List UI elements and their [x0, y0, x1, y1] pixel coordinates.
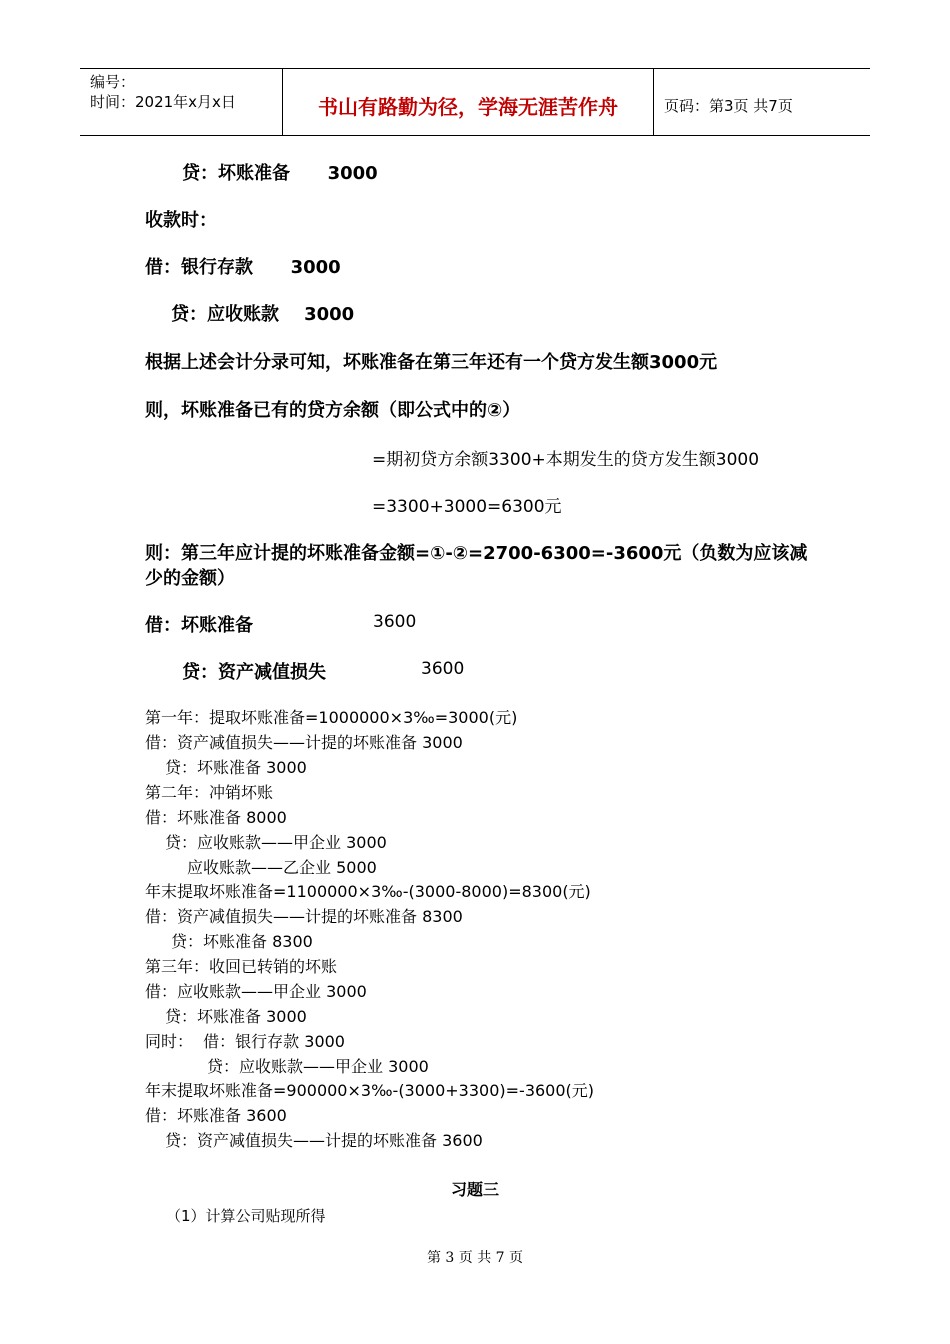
- body-line-6: 则，坏账准备已有的贷方余额（即公式中的②）: [145, 400, 521, 421]
- body-line-10-label: 借：坏账准备: [145, 615, 253, 636]
- entry-line: 年末提取坏账准备=1100000×3‰-(3000-8000)=8300(元): [145, 882, 591, 901]
- body-line-10-value: 3600: [373, 612, 417, 632]
- number-label: 编号：: [90, 73, 136, 91]
- body-line-1: 贷：坏账准备 3000: [182, 163, 378, 184]
- body-line-8: =3300+3000=6300元: [372, 497, 562, 517]
- subsection-heading: （1）计算公司贴现所得: [166, 1207, 326, 1225]
- entry-line: 贷：坏账准备 3000: [165, 758, 307, 777]
- page-info: 页码：第3页 共7页: [664, 97, 793, 115]
- motto-text: 书山有路勤为径，学海无涯苦作舟: [318, 95, 618, 119]
- entry-line: 借：坏账准备 3600: [145, 1106, 287, 1125]
- entry-line: 第一年：提取坏账准备=1000000×3‰=3000(元): [145, 708, 518, 727]
- header-motto-cell: [282, 69, 654, 135]
- entry-line: 第三年：收回已转销的坏账: [145, 957, 338, 976]
- body-line-11-label: 贷：资产减值损失: [182, 662, 326, 683]
- body-line-9b: 少的金额）: [145, 568, 235, 589]
- entry-line: 贷：坏账准备 3000: [165, 1007, 307, 1026]
- body-line-5: 根据上述会计分录可知，坏账准备在第三年还有一个贷方发生额3000元: [145, 352, 718, 373]
- entry-line: 同时： 借：银行存款 3000: [145, 1032, 345, 1051]
- entry-line: 借：资产减值损失——计提的坏账准备 3000: [145, 733, 463, 752]
- body-line-2: 收款时：: [145, 210, 217, 231]
- header-page-cell: [654, 69, 870, 135]
- section-title: 习题三: [450, 1180, 499, 1199]
- entry-line: 年末提取坏账准备=900000×3‰-(3000+3300)=-3600(元): [145, 1081, 595, 1100]
- entry-line: 应收账款——乙企业 5000: [187, 858, 377, 877]
- body-line-11-value: 3600: [421, 659, 465, 679]
- entry-line: 借：坏账准备 8000: [145, 808, 287, 827]
- header-meta-cell: [80, 69, 282, 135]
- entry-line: 贷：资产减值损失——计提的坏账准备 3600: [165, 1131, 483, 1150]
- entry-line: 借：应收账款——甲企业 3000: [145, 982, 367, 1001]
- body-line-7: =期初贷方余额3300+本期发生的贷方发生额3000: [372, 450, 760, 470]
- entry-line: 第二年：冲销坏账: [145, 783, 274, 802]
- time-label: 时间：2021年x月x日: [90, 93, 236, 111]
- entry-line: 贷：应收账款——甲企业 3000: [165, 833, 387, 852]
- body-line-9a: 则：第三年应计提的坏账准备金额=①-②=2700-6300=-3600元（负数为应该减: [145, 543, 808, 564]
- entry-line: 借：资产减值损失——计提的坏账准备 8300: [145, 907, 463, 926]
- page-footer: 第 3 页 共 7 页: [426, 1250, 524, 1266]
- page-header: [80, 68, 870, 136]
- entry-line: 贷：坏账准备 8300: [171, 932, 313, 951]
- entry-line: 贷：应收账款——甲企业 3000: [207, 1057, 429, 1076]
- body-line-3: 借：银行存款 3000: [145, 257, 341, 278]
- body-line-4: 贷：应收账款 3000: [171, 304, 355, 325]
